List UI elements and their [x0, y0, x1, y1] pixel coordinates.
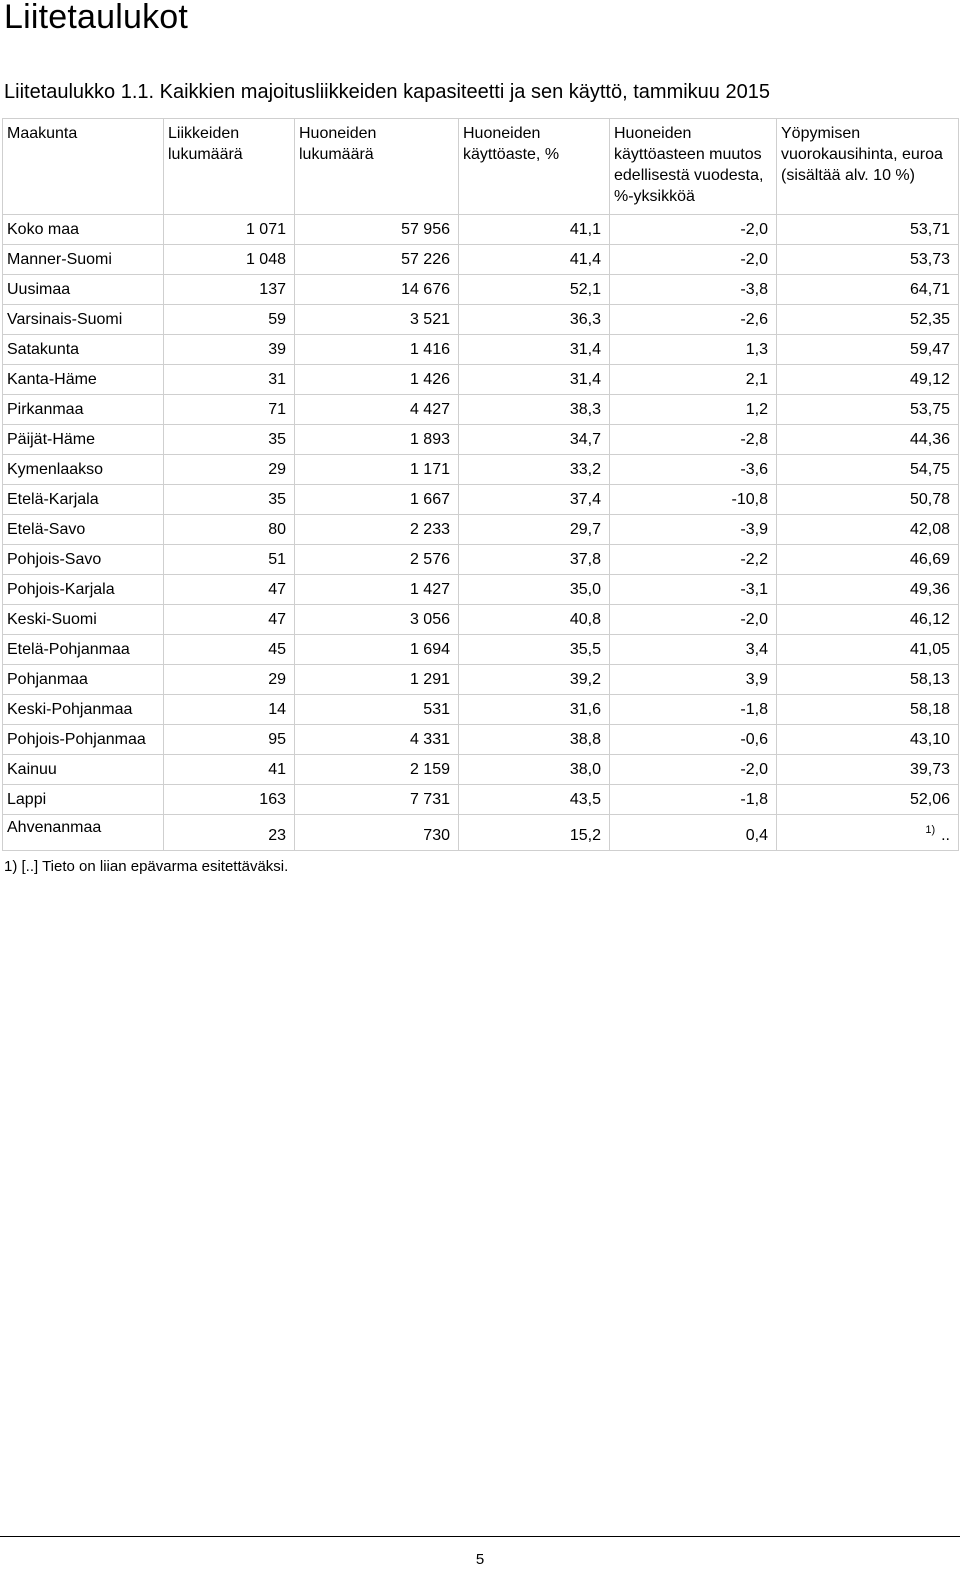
table-body	[3, 215, 959, 851]
cell-price: 58,18	[777, 695, 959, 725]
table-row	[3, 725, 959, 755]
table-row	[3, 335, 959, 365]
cell-region: Lappi	[3, 785, 164, 815]
header-occupancy: Huoneiden käyttöaste, %	[459, 119, 610, 215]
cell-region: Pohjois-Savo	[3, 545, 164, 575]
cell-price: 41,05	[777, 635, 959, 665]
cell-establishments: 80	[164, 515, 295, 545]
header-region: Maakunta	[3, 119, 164, 215]
cell-occupancy: 37,4	[459, 485, 610, 515]
header-establishments: Liikkeiden lukumäärä	[164, 119, 295, 215]
cell-price: 53,75	[777, 395, 959, 425]
cell-rooms: 1 667	[295, 485, 459, 515]
cell-price: 53,73	[777, 245, 959, 275]
table-row	[3, 245, 959, 275]
cell-rooms: 57 956	[295, 215, 459, 245]
cell-occupancy: 29,7	[459, 515, 610, 545]
cell-occupancy-change: -10,8	[610, 485, 777, 515]
cell-price: 52,06	[777, 785, 959, 815]
cell-establishments: 23	[164, 815, 295, 851]
cell-rooms: 1 427	[295, 575, 459, 605]
table-title: Liitetaulukko 1.1. Kaikkien majoitusliikkeiden kapasiteetti ja sen käyttö, tammikuu 2015	[4, 81, 770, 103]
cell-occupancy: 31,6	[459, 695, 610, 725]
cell-rooms: 2 576	[295, 545, 459, 575]
cell-region: Pirkanmaa	[3, 395, 164, 425]
cell-region: Etelä-Pohjanmaa	[3, 635, 164, 665]
cell-occupancy: 38,3	[459, 395, 610, 425]
cell-occupancy-change: -2,6	[610, 305, 777, 335]
cell-establishments: 35	[164, 425, 295, 455]
cell-rooms: 730	[295, 815, 459, 851]
cell-occupancy: 37,8	[459, 545, 610, 575]
cell-occupancy: 39,2	[459, 665, 610, 695]
cell-rooms: 1 171	[295, 455, 459, 485]
cell-occupancy-change: 3,4	[610, 635, 777, 665]
header-price: Yöpymisen vuorokausihinta, euroa (sisältää alv. 10 %)	[777, 119, 959, 215]
table-row	[3, 515, 959, 545]
cell-establishments: 45	[164, 635, 295, 665]
cell-price: 54,75	[777, 455, 959, 485]
cell-establishments: 14	[164, 695, 295, 725]
cell-region: Satakunta	[3, 335, 164, 365]
cell-occupancy-change: 3,9	[610, 665, 777, 695]
cell-price: 59,47	[777, 335, 959, 365]
cell-establishments: 163	[164, 785, 295, 815]
cell-occupancy: 43,5	[459, 785, 610, 815]
price-value: ..	[941, 827, 950, 844]
table-row	[3, 395, 959, 425]
table-row	[3, 695, 959, 725]
cell-rooms: 531	[295, 695, 459, 725]
cell-establishments: 137	[164, 275, 295, 305]
cell-establishments: 41	[164, 755, 295, 785]
footer-divider	[0, 1536, 960, 1537]
cell-occupancy-change: -2,0	[610, 755, 777, 785]
cell-rooms: 57 226	[295, 245, 459, 275]
cell-rooms: 1 416	[295, 335, 459, 365]
cell-establishments: 71	[164, 395, 295, 425]
cell-rooms: 4 331	[295, 725, 459, 755]
accommodation-capacity-table	[2, 118, 959, 851]
table-row	[3, 755, 959, 785]
cell-region: Kainuu	[3, 755, 164, 785]
cell-establishments: 1 048	[164, 245, 295, 275]
cell-occupancy-change: -2,2	[610, 545, 777, 575]
table-header-row	[3, 119, 959, 215]
cell-occupancy-change: -3,8	[610, 275, 777, 305]
cell-rooms: 3 521	[295, 305, 459, 335]
table-row	[3, 485, 959, 515]
table-row	[3, 575, 959, 605]
table-row	[3, 365, 959, 395]
cell-establishments: 31	[164, 365, 295, 395]
cell-occupancy: 38,8	[459, 725, 610, 755]
table-row	[3, 605, 959, 635]
cell-price: 49,36	[777, 575, 959, 605]
cell-occupancy: 31,4	[459, 365, 610, 395]
cell-occupancy-change: 0,4	[610, 815, 777, 851]
cell-rooms: 4 427	[295, 395, 459, 425]
cell-price	[777, 815, 959, 851]
cell-occupancy-change: -2,0	[610, 245, 777, 275]
cell-region: Varsinais-Suomi	[3, 305, 164, 335]
cell-price: 43,10	[777, 725, 959, 755]
page-number: 5	[475, 1551, 485, 1568]
cell-occupancy-change: 1,2	[610, 395, 777, 425]
table-row	[3, 665, 959, 695]
cell-region: Kymenlaakso	[3, 455, 164, 485]
cell-occupancy-change: -3,9	[610, 515, 777, 545]
cell-rooms: 3 056	[295, 605, 459, 635]
header-rooms: Huoneiden lukumäärä	[295, 119, 459, 215]
cell-price: 46,12	[777, 605, 959, 635]
cell-rooms: 1 893	[295, 425, 459, 455]
cell-region: Uusimaa	[3, 275, 164, 305]
cell-establishments: 47	[164, 605, 295, 635]
cell-price: 39,73	[777, 755, 959, 785]
cell-region: Pohjanmaa	[3, 665, 164, 695]
cell-rooms: 1 291	[295, 665, 459, 695]
cell-establishments: 29	[164, 455, 295, 485]
cell-region: Etelä-Savo	[3, 515, 164, 545]
cell-occupancy: 38,0	[459, 755, 610, 785]
footnote: 1) [..] Tieto on liian epävarma esitettäväksi.	[4, 858, 289, 875]
cell-price: 52,35	[777, 305, 959, 335]
cell-region: Keski-Pohjanmaa	[3, 695, 164, 725]
cell-establishments: 35	[164, 485, 295, 515]
table-row	[3, 785, 959, 815]
table-row	[3, 275, 959, 305]
cell-rooms: 1 694	[295, 635, 459, 665]
cell-price: 44,36	[777, 425, 959, 455]
cell-region: Keski-Suomi	[3, 605, 164, 635]
cell-occupancy-change: -3,6	[610, 455, 777, 485]
cell-region: Pohjois-Pohjanmaa	[3, 725, 164, 755]
cell-occupancy: 15,2	[459, 815, 610, 851]
cell-establishments: 95	[164, 725, 295, 755]
cell-price: 58,13	[777, 665, 959, 695]
cell-region: Koko maa	[3, 215, 164, 245]
footnote-marker: 1)	[925, 824, 936, 836]
table-row	[3, 215, 959, 245]
cell-rooms: 2 159	[295, 755, 459, 785]
cell-occupancy: 34,7	[459, 425, 610, 455]
table-row-ahvenanmaa	[3, 815, 959, 851]
cell-rooms: 1 426	[295, 365, 459, 395]
cell-occupancy-change: -2,8	[610, 425, 777, 455]
cell-price: 42,08	[777, 515, 959, 545]
cell-region: Ahvenanmaa	[3, 815, 164, 851]
cell-region: Päijät-Häme	[3, 425, 164, 455]
cell-establishments: 39	[164, 335, 295, 365]
cell-occupancy: 40,8	[459, 605, 610, 635]
table-row	[3, 545, 959, 575]
cell-occupancy-change: -1,8	[610, 785, 777, 815]
page-heading: Liitetaulukot	[4, 0, 189, 36]
cell-establishments: 47	[164, 575, 295, 605]
cell-occupancy: 41,4	[459, 245, 610, 275]
cell-establishments: 59	[164, 305, 295, 335]
cell-price: 53,71	[777, 215, 959, 245]
cell-establishments: 29	[164, 665, 295, 695]
cell-occupancy: 31,4	[459, 335, 610, 365]
cell-establishments: 1 071	[164, 215, 295, 245]
table-row	[3, 425, 959, 455]
table-row	[3, 455, 959, 485]
cell-establishments: 51	[164, 545, 295, 575]
cell-occupancy: 35,5	[459, 635, 610, 665]
header-occupancy-change: Huoneiden käyttöasteen muutos edellisestä vuodesta, %-yksikköä	[610, 119, 777, 215]
cell-rooms: 14 676	[295, 275, 459, 305]
cell-occupancy-change: -0,6	[610, 725, 777, 755]
cell-region: Kanta-Häme	[3, 365, 164, 395]
cell-price: 64,71	[777, 275, 959, 305]
cell-region: Pohjois-Karjala	[3, 575, 164, 605]
cell-occupancy-change: 1,3	[610, 335, 777, 365]
cell-price: 50,78	[777, 485, 959, 515]
cell-occupancy-change: -2,0	[610, 605, 777, 635]
cell-region: Manner-Suomi	[3, 245, 164, 275]
cell-occupancy: 35,0	[459, 575, 610, 605]
cell-price: 49,12	[777, 365, 959, 395]
cell-occupancy: 33,2	[459, 455, 610, 485]
cell-occupancy-change: -1,8	[610, 695, 777, 725]
cell-price: 46,69	[777, 545, 959, 575]
cell-occupancy: 36,3	[459, 305, 610, 335]
cell-region: Etelä-Karjala	[3, 485, 164, 515]
cell-rooms: 7 731	[295, 785, 459, 815]
table-row	[3, 305, 959, 335]
table-row	[3, 635, 959, 665]
cell-occupancy-change: -2,0	[610, 215, 777, 245]
cell-occupancy: 52,1	[459, 275, 610, 305]
cell-occupancy: 41,1	[459, 215, 610, 245]
cell-occupancy-change: -3,1	[610, 575, 777, 605]
cell-occupancy-change: 2,1	[610, 365, 777, 395]
cell-rooms: 2 233	[295, 515, 459, 545]
